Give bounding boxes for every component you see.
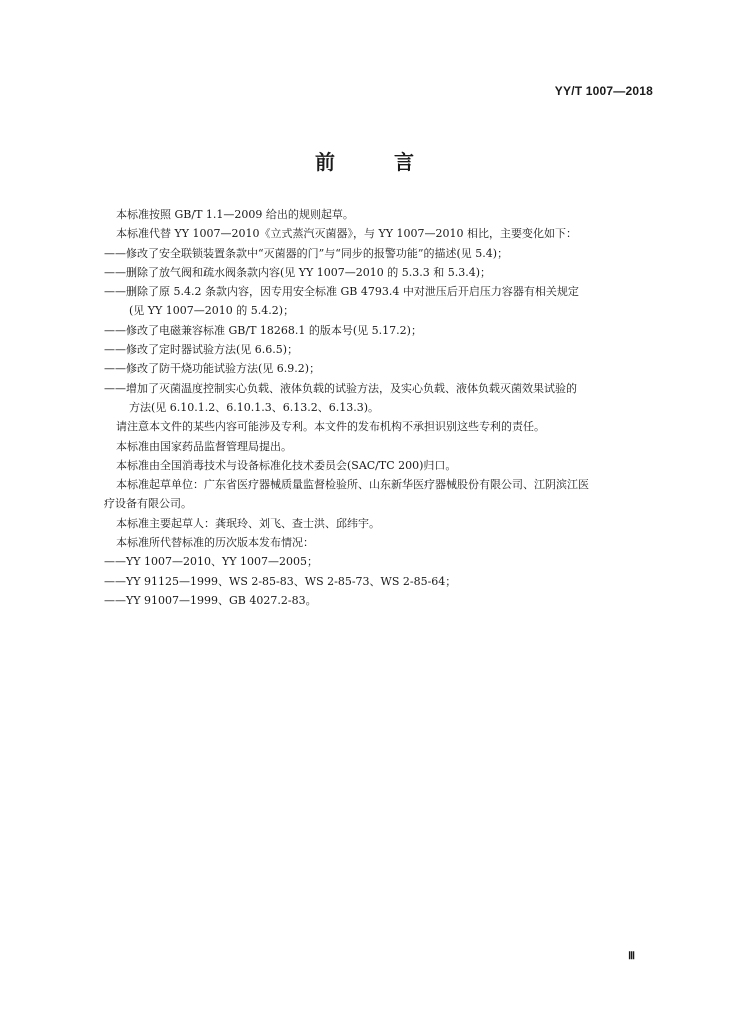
change-item: ——修改了安全联锁装置条款中“灭菌器的门”与“同步的报警功能”的描述(见 5.4)；: [104, 246, 509, 260]
paragraph-drafting-rules: 本标准按照 GB/T 1.1—2009 给出的规则起草。: [116, 208, 354, 221]
history-item: ——YY 91125—1999、WS 2-85-83、WS 2-85-73、WS 2-85-64；: [104, 574, 457, 588]
page-title: 前 言: [315, 150, 440, 174]
change-item: ——删除了放气阀和疏水阀条款内容(见 YY 1007—2010 的 5.3.3 和 5.3.4)；: [104, 265, 492, 279]
change-item: ——增加了灭菌温度控制实心负载、液体负载的试验方法，及实心负载、液体负载灭菌效果试验的: [104, 381, 577, 395]
paragraph-administered-by: 本标准由全国消毒技术与设备标准化技术委员会(SAC/TC 200)归口。: [116, 458, 457, 472]
paragraph-drafting-units-continuation: 疗设备有限公司。: [104, 497, 192, 511]
paragraph-main-drafters: 本标准主要起草人：龚珉玲、刘飞、查士洪、邱纬宇。: [116, 516, 380, 530]
history-item: ——YY 91007—1999、GB 4027.2-83。: [104, 593, 317, 607]
change-item-continuation: (见 YY 1007—2010 的 5.4.2)；: [129, 304, 295, 318]
paragraph-history-intro: 本标准所代替标准的历次版本发布情况：: [116, 536, 314, 550]
change-item-continuation: 方法(见 6.10.1.2、6.10.1.3、6.13.2、6.13.3)。: [129, 400, 380, 414]
paragraph-proposed-by: 本标准由国家药品监督管理局提出。: [116, 439, 292, 453]
change-item: ——修改了防干烧功能试验方法(见 6.9.2)；: [104, 362, 321, 376]
change-item: ——删除了原 5.4.2 条款内容，因专用安全标准 GB 4793.4 中对泄压后开启压力容器有相关规定: [104, 285, 579, 299]
paragraph-patent-notice: 请注意本文件的某些内容可能涉及专利。本文件的发布机构不承担识别这些专利的责任。: [116, 420, 545, 434]
page-number: Ⅲ: [628, 951, 635, 962]
standard-number: YY/T 1007—2018: [554, 84, 653, 98]
foreword-body: [104, 205, 656, 610]
paragraph-drafting-units: 本标准起草单位：广东省医疗器械质量监督检验所、山东新华医疗器械股份有限公司、江阴滨江医: [116, 478, 589, 492]
paragraph-replaces: 本标准代替 YY 1007—2010《立式蒸汽灭菌器》，与 YY 1007—2010 相比，主要变化如下：: [116, 227, 578, 241]
change-item: ——修改了定时器试验方法(见 6.6.5)；: [104, 343, 299, 357]
change-item: ——修改了电磁兼容标准 GB/T 18268.1 的版本号(见 5.17.2)；: [104, 323, 422, 337]
history-item: ——YY 1007—2010、YY 1007—2005；: [104, 555, 319, 569]
